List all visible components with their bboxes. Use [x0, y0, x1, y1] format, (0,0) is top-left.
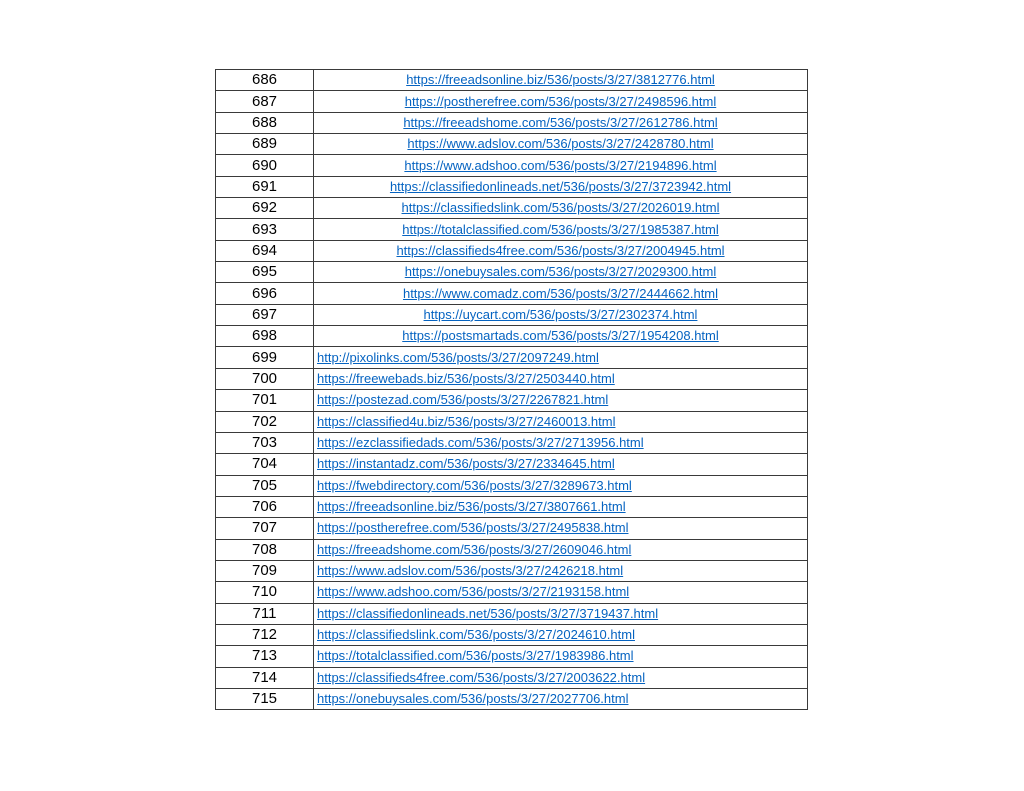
url-cell	[314, 304, 808, 325]
url-link[interactable]: https://www.adslov.com/536/posts/3/27/2426218.html	[317, 563, 624, 579]
url-link[interactable]: https://onebuysales.com/536/posts/3/27/2027706.html	[317, 691, 629, 707]
table-row	[216, 176, 808, 197]
url-link[interactable]: https://postherefree.com/536/posts/3/27/2498596.html	[404, 93, 717, 109]
table-row	[216, 646, 808, 667]
url-cell	[314, 667, 808, 688]
url-cell	[314, 240, 808, 261]
row-number: 708	[216, 539, 314, 560]
url-cell	[314, 219, 808, 240]
row-number: 692	[216, 198, 314, 219]
row-number: 698	[216, 326, 314, 347]
url-cell	[314, 624, 808, 645]
row-number: 696	[216, 283, 314, 304]
url-link[interactable]: https://freewebads.biz/536/posts/3/27/2503440.html	[317, 370, 615, 386]
url-link[interactable]: https://classifiedslink.com/536/posts/3/27/2024610.html	[317, 627, 635, 643]
document-page	[215, 69, 808, 710]
row-number: 699	[216, 347, 314, 368]
row-number: 710	[216, 582, 314, 603]
table-row	[216, 219, 808, 240]
table-row	[216, 518, 808, 539]
url-cell	[314, 91, 808, 112]
url-table	[215, 69, 808, 710]
row-number: 715	[216, 688, 314, 709]
url-link[interactable]: https://www.adslov.com/536/posts/3/27/2428780.html	[407, 136, 714, 152]
row-number: 690	[216, 155, 314, 176]
url-link[interactable]: https://www.comadz.com/536/posts/3/27/2444662.html	[402, 285, 719, 301]
url-link[interactable]: https://postsmartads.com/536/posts/3/27/1954208.html	[402, 328, 719, 344]
url-link[interactable]: https://classified4u.biz/536/posts/3/27/2460013.html	[317, 413, 616, 429]
url-cell	[314, 262, 808, 283]
url-link[interactable]: https://postherefree.com/536/posts/3/27/2495838.html	[317, 520, 629, 536]
url-cell	[314, 70, 808, 91]
table-row	[216, 688, 808, 709]
url-cell	[314, 134, 808, 155]
url-link[interactable]: https://fwebdirectory.com/536/posts/3/27/3289673.html	[317, 477, 632, 493]
url-cell	[314, 283, 808, 304]
row-number: 711	[216, 603, 314, 624]
row-number: 706	[216, 496, 314, 517]
url-link[interactable]: https://classifiedonlineads.net/536/posts/3/27/3723942.html	[389, 178, 732, 194]
url-link[interactable]: https://freeadsonline.biz/536/posts/3/27/3812776.html	[406, 72, 715, 88]
table-row	[216, 240, 808, 261]
table-row	[216, 603, 808, 624]
url-cell	[314, 688, 808, 709]
row-number: 707	[216, 518, 314, 539]
table-row	[216, 347, 808, 368]
url-link[interactable]: https://classifiedonlineads.net/536/posts/3/27/3719437.html	[317, 605, 659, 621]
row-number: 702	[216, 411, 314, 432]
url-link[interactable]: https://classifieds4free.com/536/posts/3/27/2004945.html	[396, 242, 725, 258]
url-cell	[314, 603, 808, 624]
row-number: 703	[216, 432, 314, 453]
table-row	[216, 326, 808, 347]
url-link[interactable]: https://freeadsonline.biz/536/posts/3/27/3807661.html	[317, 499, 626, 515]
table-row	[216, 539, 808, 560]
table-row	[216, 560, 808, 581]
url-link[interactable]: https://totalclassified.com/536/posts/3/27/1985387.html	[402, 221, 719, 237]
url-cell	[314, 518, 808, 539]
url-link[interactable]: https://ezclassifiedads.com/536/posts/3/27/2713956.html	[317, 435, 644, 451]
url-cell	[314, 496, 808, 517]
row-number: 689	[216, 134, 314, 155]
table-row	[216, 155, 808, 176]
row-number: 686	[216, 70, 314, 91]
row-number: 712	[216, 624, 314, 645]
url-cell	[314, 475, 808, 496]
table-row	[216, 411, 808, 432]
url-link[interactable]: https://uycart.com/536/posts/3/27/2302374.html	[423, 306, 698, 322]
row-number: 687	[216, 91, 314, 112]
row-number: 700	[216, 368, 314, 389]
url-cell	[314, 560, 808, 581]
url-cell	[314, 347, 808, 368]
url-cell	[314, 454, 808, 475]
row-number: 695	[216, 262, 314, 283]
row-number: 713	[216, 646, 314, 667]
url-link[interactable]: https://postezad.com/536/posts/3/27/2267821.html	[317, 392, 609, 408]
table-row	[216, 475, 808, 496]
row-number: 694	[216, 240, 314, 261]
url-cell	[314, 582, 808, 603]
url-cell	[314, 539, 808, 560]
url-link[interactable]: https://onebuysales.com/536/posts/3/27/2029300.html	[404, 264, 717, 280]
url-cell	[314, 326, 808, 347]
table-row	[216, 91, 808, 112]
row-number: 705	[216, 475, 314, 496]
url-cell	[314, 112, 808, 133]
table-row	[216, 624, 808, 645]
table-row	[216, 283, 808, 304]
url-link[interactable]: https://www.adshoo.com/536/posts/3/27/2193158.html	[317, 584, 630, 600]
url-link[interactable]: https://totalclassified.com/536/posts/3/27/1983986.html	[317, 648, 634, 664]
url-cell	[314, 432, 808, 453]
row-number: 709	[216, 560, 314, 581]
row-number: 697	[216, 304, 314, 325]
url-cell	[314, 368, 808, 389]
url-cell	[314, 155, 808, 176]
url-cell	[314, 176, 808, 197]
url-link[interactable]: https://freeadshome.com/536/posts/3/27/2609046.html	[317, 541, 632, 557]
table-row	[216, 667, 808, 688]
table-row	[216, 262, 808, 283]
url-link[interactable]: https://classifiedslink.com/536/posts/3/27/2026019.html	[401, 200, 720, 216]
table-row	[216, 70, 808, 91]
table-row	[216, 496, 808, 517]
row-number: 704	[216, 454, 314, 475]
url-link[interactable]: https://freeadshome.com/536/posts/3/27/2612786.html	[403, 114, 718, 130]
row-number: 693	[216, 219, 314, 240]
table-row	[216, 112, 808, 133]
table-row	[216, 198, 808, 219]
table-row	[216, 134, 808, 155]
url-link[interactable]: https://instantadz.com/536/posts/3/27/2334645.html	[317, 456, 615, 472]
row-number: 691	[216, 176, 314, 197]
url-link[interactable]: https://www.adshoo.com/536/posts/3/27/2194896.html	[404, 157, 717, 173]
url-cell	[314, 646, 808, 667]
url-link[interactable]: https://classifieds4free.com/536/posts/3/27/2003622.html	[317, 669, 646, 685]
table-row	[216, 304, 808, 325]
table-row	[216, 582, 808, 603]
table-row	[216, 454, 808, 475]
url-link[interactable]: http://pixolinks.com/536/posts/3/27/2097249.html	[317, 349, 599, 365]
table-row	[216, 390, 808, 411]
row-number: 701	[216, 390, 314, 411]
row-number: 688	[216, 112, 314, 133]
url-cell	[314, 390, 808, 411]
url-cell	[314, 411, 808, 432]
url-cell	[314, 198, 808, 219]
row-number: 714	[216, 667, 314, 688]
table-row	[216, 432, 808, 453]
table-row	[216, 368, 808, 389]
url-table-body	[216, 70, 808, 710]
